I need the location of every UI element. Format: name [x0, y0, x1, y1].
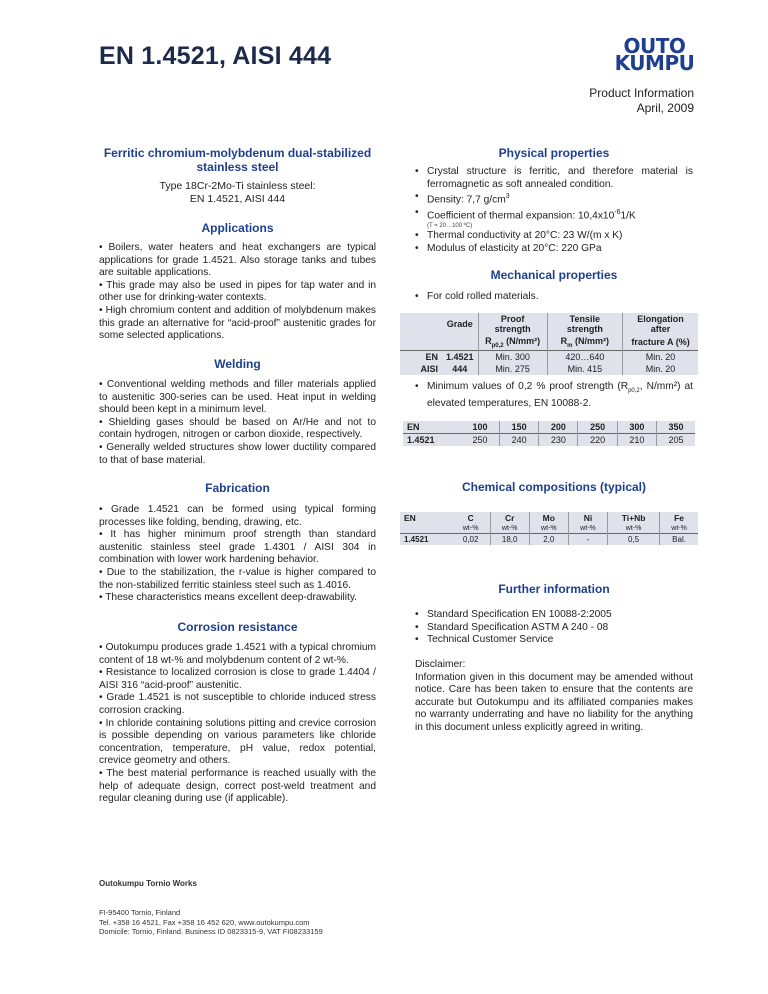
chemical-heading: Chemical compositions (typical) — [461, 480, 647, 494]
table-header: 300 — [617, 421, 656, 434]
table-cell: Min. 415 — [547, 363, 622, 375]
table-cell: 1.4521 — [442, 350, 478, 363]
outokumpu-logo — [612, 34, 697, 75]
list-item — [415, 191, 693, 207]
table-row — [403, 434, 695, 447]
table-cell: AISI — [420, 363, 438, 374]
table-cell: 0,5 — [608, 534, 660, 546]
header-r: R — [485, 336, 492, 346]
list-item: • Resistance to localized corrosion is close to grade 1.4404 / AISI 316 “acid-proof” austenitic. — [99, 667, 376, 691]
table-row — [400, 363, 698, 375]
superscript: -6 — [614, 209, 621, 217]
header-r: R — [560, 336, 568, 346]
table-row — [400, 534, 698, 546]
table-cell: 1.4521 — [407, 435, 435, 445]
corrosion-heading: Corrosion resistance — [177, 620, 298, 634]
disclaimer-label: Disclaimer: — [415, 659, 466, 670]
table-header: Elongation after — [637, 314, 684, 334]
footer-line: Tel. +358 16 4521, Fax +358 16 452 620, www.outokumpu.com — [99, 917, 310, 927]
list-item — [415, 291, 693, 304]
table-cell: 240 — [499, 434, 538, 447]
mechanical-heading: Mechanical properties — [490, 268, 618, 282]
product-info — [589, 86, 694, 116]
elev-note-sub: p0,2 — [628, 388, 640, 395]
intro-heading: Ferritic chromium-molybdenum dual-stabilized stainless steel — [103, 146, 372, 174]
table-header: Proof strength — [478, 313, 547, 335]
intro-text — [99, 180, 376, 205]
list-item — [415, 243, 693, 256]
list-item: • Grade 1.4521 can be formed using typical forming processes like folding, bending, drawing, etc. — [99, 504, 376, 528]
further-heading: Further information — [498, 582, 610, 596]
table-cell: wt-% — [490, 524, 529, 534]
applications-heading: Applications — [201, 221, 274, 235]
table-cell: 444 — [442, 363, 478, 375]
table-header: Grade — [442, 313, 478, 335]
physical-item-text: Thermal conductivity at 20°C: 23 W/(m x K) — [427, 230, 623, 242]
table-cell: 18,0 — [490, 534, 529, 546]
header-sub: p0,2 — [491, 342, 504, 349]
table-cell — [400, 335, 442, 350]
list-item: • Generally welded structures show lower ductility compared to that of base material. — [99, 441, 376, 466]
elev-note-text: Minimum values of 0,2 % proof strength (R — [427, 381, 629, 392]
table-header: Cr — [490, 512, 529, 524]
physical-item-text: Density: 7,7 g/cm — [427, 194, 506, 206]
superscript: 3 — [505, 193, 510, 201]
fabrication-heading: Fabrication — [205, 481, 270, 495]
disclaimer — [415, 659, 693, 735]
table-header: Fe — [674, 513, 685, 523]
list-item — [415, 207, 693, 230]
header-sub: m — [567, 342, 573, 349]
table-header: 250 — [578, 421, 617, 434]
table-cell: 230 — [539, 434, 578, 447]
logo-line1: OUTO — [623, 34, 686, 58]
corrosion-text — [99, 642, 376, 806]
list-item: • This grade may also be used in pipes for tap water and in other use for drinking-water contexts. — [99, 279, 376, 304]
mechanical-note-text: For cold rolled materials. — [427, 291, 539, 302]
table-cell: wt-% — [568, 524, 607, 534]
intro-line1: Type 18Cr-2Mo-Ti stainless steel: — [159, 180, 316, 192]
table-cell: 2,0 — [529, 534, 568, 546]
table-cell: 250 — [461, 434, 499, 447]
welding-heading: Welding — [214, 357, 261, 371]
table-cell: Min. 20 — [645, 351, 676, 362]
physical-item-text: Coefficient of thermal expansion: 10,4x10 — [427, 210, 615, 222]
page-title: EN 1.4521, AISI 444 — [99, 42, 332, 70]
logo-line2: KUMPU — [614, 51, 695, 75]
table-row — [400, 350, 698, 363]
table-header: 100 — [461, 421, 499, 434]
table-header: C — [452, 512, 490, 524]
physical-list — [415, 166, 693, 255]
table-header: EN — [404, 513, 416, 523]
table-header: fracture A (%) — [631, 337, 690, 348]
table-cell: 205 — [668, 435, 684, 445]
table-row — [403, 421, 695, 434]
intro-line2: EN 1.4521, AISI 444 — [189, 192, 286, 205]
header-unit: (N/mm²) — [503, 336, 541, 346]
product-info-date: April, 2009 — [636, 101, 694, 115]
table-header: Tensile strength — [547, 313, 622, 335]
table-cell: wt-% — [452, 524, 490, 534]
table-cell: 420…640 — [547, 350, 622, 363]
further-list — [415, 609, 693, 647]
fabrication-text — [99, 504, 376, 605]
physical-item-text: Crystal structure is ferritic, and therefore material is ferromagnetic as soft annealed condition. — [427, 166, 693, 190]
list-item: • The best material performance is reached usually with the help of adequate design, correct post-weld treatment and regular cleaning during use (if applicable). — [99, 767, 376, 805]
table-row — [400, 512, 698, 524]
physical-item-text: 1/K — [620, 210, 636, 222]
list-item: • Conventional welding methods and filler materials applied to austenitic 300-series can be used. Heat input in welding should been kept in a minimum level. — [99, 379, 376, 416]
table-header: 150 — [499, 421, 538, 434]
table-cell: EN — [425, 351, 438, 362]
mechanical-table — [400, 313, 698, 375]
list-item: • In chloride containing solutions pitting and crevice corrosion is possible depending on various parameters like chloride concentration, temperature, pH value, redox potential, crevice geometry and others. — [99, 717, 376, 767]
footer-line: Domicile: Tornio, Finland. Business ID 0823315-9, VAT FI08233159 — [99, 927, 323, 936]
list-item: • Grade 1.4521 is not susceptible to chloride induced stress corrosion cracking. — [99, 692, 376, 716]
list-item: • These characteristics means excellent deep-drawability. — [99, 592, 357, 604]
table-header — [478, 335, 547, 350]
list-item: • Due to the stabilization, the r-value is higher compared to the non-stabilized ferritic stainless steel such as 1.4016. — [99, 566, 376, 591]
list-item: • Outokumpu produces grade 1.4521 with a typical chromium content of 18 wt-% and molybdenum content of 2 wt-%. — [99, 642, 376, 666]
physical-item-text: Modulus of elasticity at 20°C: 220 GPa — [427, 242, 602, 254]
table-cell: 220 — [578, 434, 617, 447]
table-header: Ti+Nb — [608, 512, 660, 524]
table-header: EN — [407, 422, 420, 432]
list-item — [415, 381, 693, 410]
header-unit: (N/mm²) — [572, 336, 610, 346]
table-cell — [442, 335, 478, 350]
table-cell: Min. 275 — [478, 363, 547, 375]
table-cell: - — [568, 534, 607, 546]
table-cell: 0,02 — [452, 534, 490, 546]
list-item: • Boilers, water heaters and heat exchangers are typical applications for grade 1.4521. Also storage tanks and tubes are suitable applications. — [99, 242, 376, 279]
product-info-label: Product Information — [589, 86, 694, 100]
table-header: 200 — [539, 421, 578, 434]
welding-text — [99, 379, 376, 467]
list-item — [415, 230, 693, 243]
elev-note-text: , N/mm²) at elevated temperatures, EN 10088-2. — [427, 381, 694, 409]
list-item: • Shielding gases should be based on Ar/He and not to contain hydrogen, nitrogen or carbon dioxide, respectively. — [99, 416, 376, 441]
list-item — [415, 166, 693, 191]
temperature-note: (T = 20…100 ºC) — [427, 223, 473, 230]
table-cell: Bal. — [672, 535, 686, 544]
table-cell: wt-% — [671, 525, 687, 532]
disclaimer-text: Information given in this document may be amended without notice. Care has been taken to ensure that the contents are accurate but Outokumpu and its affiliated companies makes no warranty underrating and have no liability for the anything in this document unless explicitly agreed in writing. — [415, 671, 693, 733]
table-row — [400, 524, 698, 534]
table-header: 350 — [668, 422, 684, 432]
table-cell: 1.4521 — [404, 535, 429, 544]
list-item: • It has higher minimum proof strength than standard austenitic stainless steel grade 1.4301 / AISI 304 in combination with lower work hardening behavior. — [99, 529, 376, 566]
table-cell: wt-% — [529, 524, 568, 534]
footer-company: Outokumpu Tornio Works — [99, 879, 197, 888]
applications-text — [99, 242, 376, 343]
list-item: • Standard Specification EN 10088-2:2005 — [415, 609, 693, 622]
mechanical-note — [415, 291, 693, 304]
table-cell — [400, 524, 452, 534]
table-header: Ni — [568, 512, 607, 524]
list-item: • Standard Specification ASTM A 240 - 08 — [415, 622, 693, 635]
elevated-temp-table — [403, 421, 695, 446]
list-item: • High chromium content and addition of molybdenum makes this grade an alternative for “acid-proof” austenitic grades for some selected applications. — [99, 304, 376, 342]
table-header: Mo — [529, 512, 568, 524]
footer-address — [99, 908, 323, 937]
list-item: • Technical Customer Service — [415, 634, 693, 647]
physical-heading: Physical properties — [498, 146, 610, 160]
table-cell: Min. 20 — [645, 363, 676, 374]
elevated-note — [415, 381, 693, 410]
chemical-table — [400, 512, 698, 545]
footer-line: FI-95400 Tornio, Finland — [99, 908, 181, 917]
table-header — [547, 335, 622, 350]
table-cell: wt-% — [608, 524, 660, 534]
table-cell: Min. 300 — [478, 350, 547, 363]
table-cell — [400, 313, 442, 335]
table-cell: 210 — [617, 434, 656, 447]
